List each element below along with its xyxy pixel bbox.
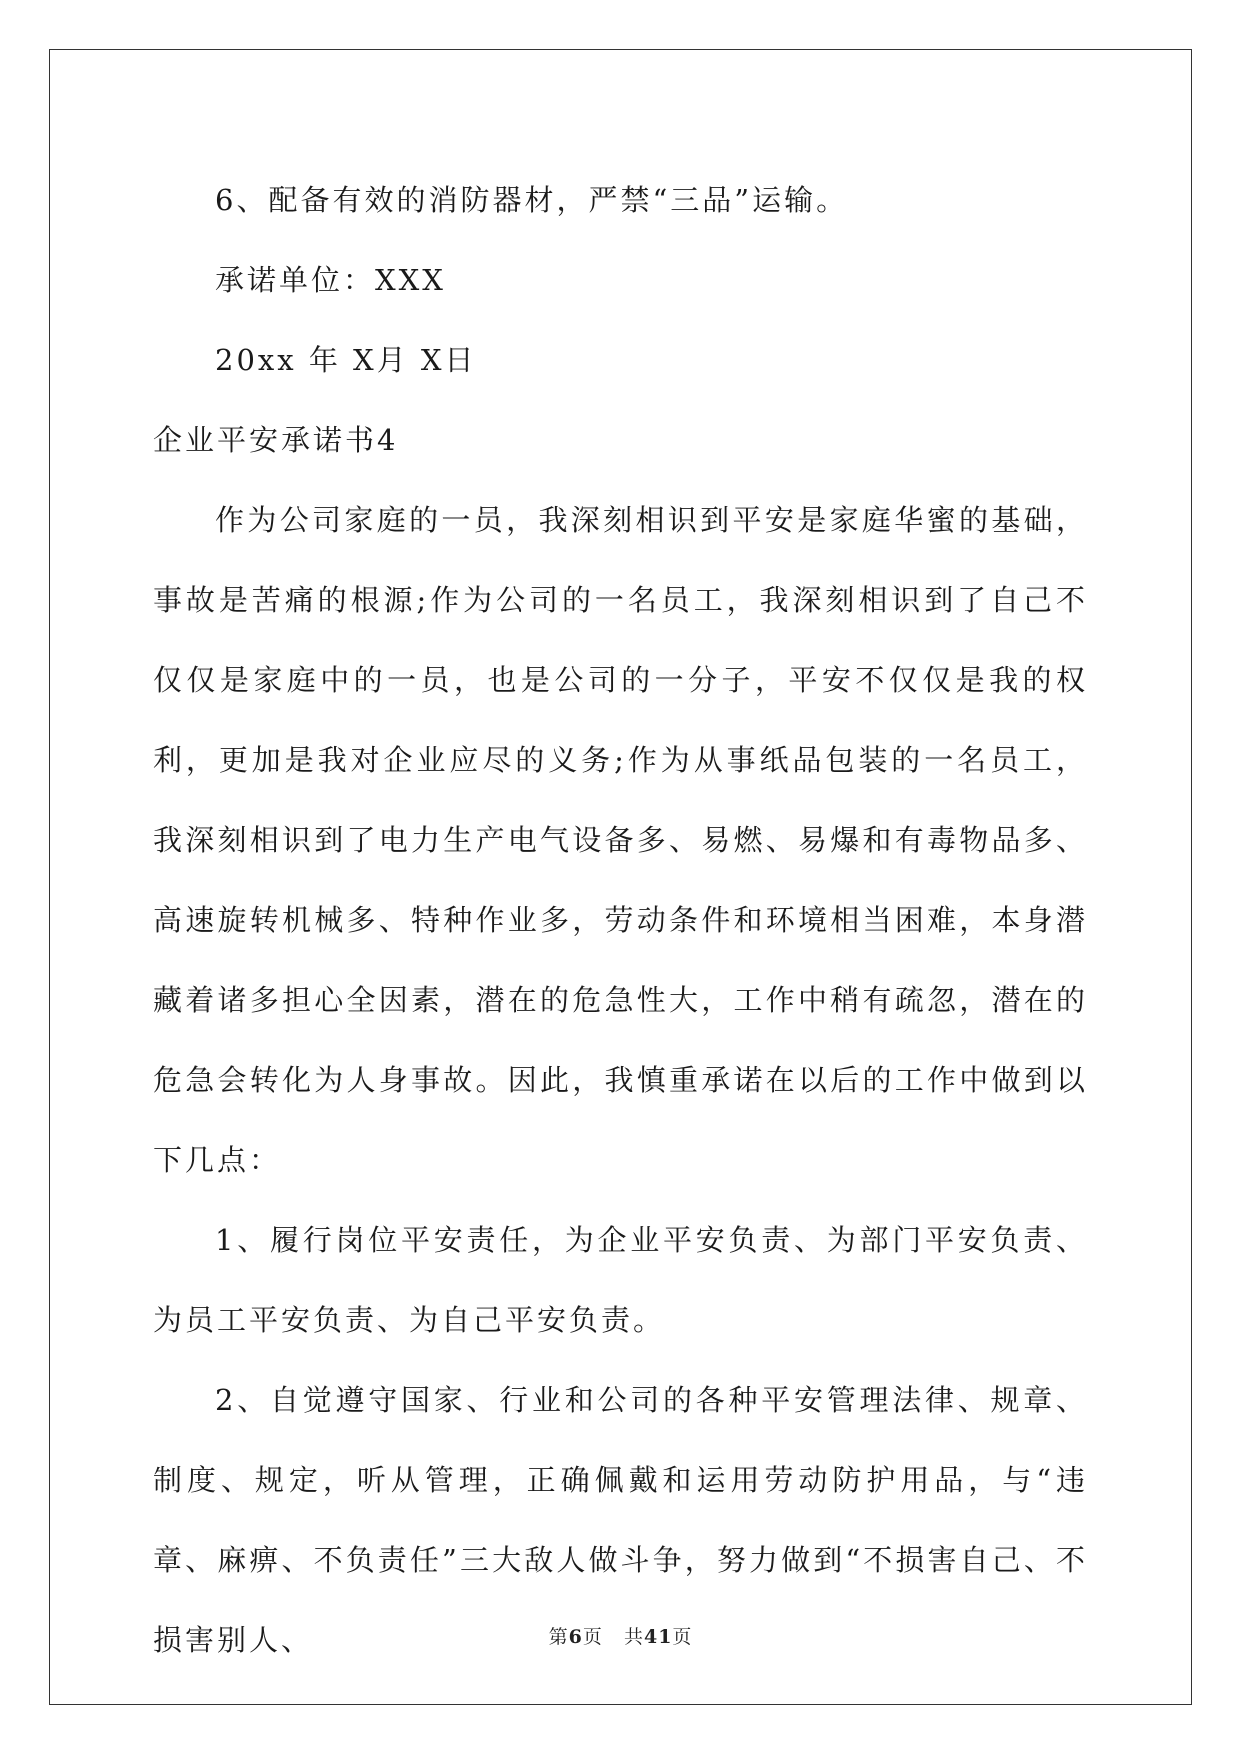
current-page-number: 6 xyxy=(568,1626,583,1648)
document-body xyxy=(153,160,1088,1680)
section-heading: 企业平安承诺书4 xyxy=(153,423,399,457)
footer-total-suffix: 页 xyxy=(672,1626,693,1648)
promise-unit: 承诺单位：XXX xyxy=(215,263,446,297)
footer-page-suffix: 页 xyxy=(582,1626,603,1648)
paragraph-item-2: 2、自觉遵守国家、行业和公司的各种平安管理法律、规章、制度、规定，听从管理，正确佩戴和运用劳动防护用品，与“违章、麻痹、不负责任”三大敌人做斗争，努力做到“不损害自己、不损害别人、 xyxy=(153,1383,1088,1657)
paragraph-item-1: 1、履行岗位平安责任，为企业平安负责、为部门平安负责、为员工平安负责、为自己平安负责。 xyxy=(153,1223,1088,1337)
total-page-count: 41 xyxy=(643,1626,673,1648)
paragraph-item-6: 6、配备有效的消防器材，严禁“三品”运输。 xyxy=(215,183,849,217)
document-date: 20xx 年 X月 X日 xyxy=(215,343,477,377)
footer-prefix: 第 xyxy=(548,1626,569,1648)
paragraph-intro: 作为公司家庭的一员，我深刻相识到平安是家庭华蜜的基础，事故是苦痛的根源;作为公司的一名员工，我深刻相识到了自己不仅仅是家庭中的一员，也是公司的一分子，平安不仅仅是我的权利，更加是我对企业应尽的义务;作为从事纸品包装的一名员工，我深刻相识到了电力生产电气设备多、易燃、易爆和有毒物品多、高速旋转机械多、特种作业多，劳动条件和环境相当困难，本身潜藏着诸多担心全因素，潜在的危急性大，工作中稍有疏忽，潜在的危急会转化为人身事故。因此，我慎重承诺在以后的工作中做到以下几点： xyxy=(153,503,1088,1177)
page-footer xyxy=(0,1622,1241,1649)
footer-total-prefix: 共 xyxy=(623,1626,644,1648)
